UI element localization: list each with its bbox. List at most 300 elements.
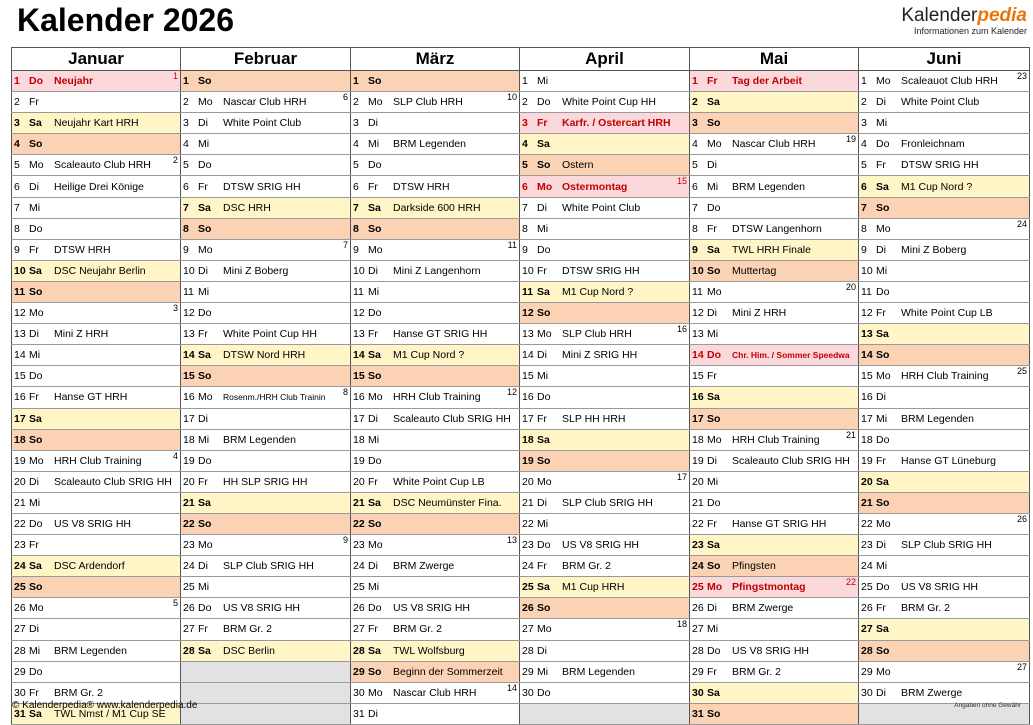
day-number: 3 <box>14 117 20 130</box>
day-number: 20 <box>353 475 365 488</box>
day-cell[interactable] <box>859 92 1030 113</box>
day-cell[interactable] <box>351 218 520 239</box>
day-cell[interactable] <box>181 366 351 387</box>
day-cell[interactable] <box>690 450 859 471</box>
day-cell[interactable] <box>859 366 1030 387</box>
day-cell[interactable] <box>181 345 351 366</box>
day-cell[interactable] <box>520 429 690 450</box>
day-cell[interactable] <box>181 155 351 176</box>
day-cell[interactable] <box>690 113 859 134</box>
day-cell[interactable] <box>690 197 859 218</box>
day-cell[interactable] <box>859 71 1030 92</box>
day-number: 27 <box>522 623 534 636</box>
day-cell[interactable] <box>351 535 520 556</box>
day-cell[interactable] <box>859 197 1030 218</box>
day-cell[interactable] <box>690 92 859 113</box>
day-cell[interactable] <box>351 260 520 281</box>
day-cell-content <box>861 493 1029 513</box>
day-cell-content <box>692 219 858 239</box>
weekday-abbr: So <box>707 264 721 277</box>
day-cell[interactable] <box>690 661 859 682</box>
day-cell[interactable] <box>12 513 181 534</box>
day-cell[interactable] <box>520 197 690 218</box>
day-cell-content <box>14 493 180 513</box>
day-cell[interactable] <box>859 471 1030 492</box>
day-cell[interactable] <box>12 556 181 577</box>
day-cell[interactable] <box>690 408 859 429</box>
weekday-abbr: Do <box>707 349 721 362</box>
weekday-abbr: So <box>29 285 43 298</box>
weekday-abbr: So <box>876 201 890 214</box>
weekday-abbr: Di <box>707 307 717 320</box>
day-number: 19 <box>522 454 534 467</box>
day-cell[interactable] <box>690 556 859 577</box>
day-cell[interactable] <box>520 92 690 113</box>
day-cell[interactable] <box>351 366 520 387</box>
day-cell[interactable] <box>181 218 351 239</box>
day-cell[interactable] <box>690 218 859 239</box>
day-cell[interactable] <box>520 387 690 408</box>
day-event: White Point Cup HH <box>562 96 656 109</box>
day-cell-content <box>861 113 1029 133</box>
day-number: 16 <box>861 391 873 404</box>
day-cell[interactable] <box>690 345 859 366</box>
day-cell[interactable] <box>12 387 181 408</box>
day-cell[interactable] <box>859 155 1030 176</box>
weekday-abbr: Sa <box>537 285 550 298</box>
day-cell[interactable] <box>690 619 859 640</box>
day-cell-content <box>14 472 180 492</box>
day-cell[interactable] <box>859 113 1030 134</box>
day-cell[interactable] <box>181 450 351 471</box>
day-cell-content <box>692 366 858 386</box>
day-cell-content <box>522 430 689 450</box>
day-cell[interactable] <box>351 492 520 513</box>
day-cell[interactable] <box>351 682 520 703</box>
day-cell[interactable] <box>690 281 859 302</box>
day-cell[interactable] <box>12 366 181 387</box>
day-number: 4 <box>183 138 189 151</box>
day-cell-content <box>692 641 858 661</box>
day-cell[interactable] <box>181 176 351 197</box>
day-cell[interactable] <box>520 303 690 324</box>
day-cell[interactable] <box>351 619 520 640</box>
week-number: 3 <box>172 303 178 314</box>
day-cell[interactable] <box>520 513 690 534</box>
day-event: BRM Legenden <box>562 665 635 678</box>
weekday-abbr: Mo <box>368 243 383 256</box>
day-cell[interactable] <box>181 260 351 281</box>
day-cell[interactable] <box>181 303 351 324</box>
weekday-abbr: Sa <box>29 412 42 425</box>
day-cell[interactable] <box>520 682 690 703</box>
day-number: 2 <box>353 96 359 109</box>
day-cell[interactable] <box>690 535 859 556</box>
day-number: 12 <box>183 307 195 320</box>
day-event: Mini Z HRH <box>54 328 109 341</box>
day-cell[interactable] <box>690 303 859 324</box>
day-cell-content <box>14 303 180 323</box>
day-cell[interactable] <box>181 71 351 92</box>
day-cell[interactable] <box>351 556 520 577</box>
day-event: Beginn der Sommerzeit <box>393 665 503 678</box>
day-cell[interactable] <box>351 408 520 429</box>
day-cell[interactable] <box>520 366 690 387</box>
day-cell[interactable] <box>351 324 520 345</box>
day-cell[interactable] <box>690 682 859 703</box>
day-cell[interactable] <box>12 218 181 239</box>
day-cell-content <box>861 219 1029 239</box>
day-cell[interactable] <box>859 619 1030 640</box>
day-cell-content <box>183 514 350 534</box>
day-cell[interactable] <box>12 239 181 260</box>
day-cell[interactable] <box>12 176 181 197</box>
weekday-abbr: Mi <box>368 581 380 594</box>
day-cell-content <box>861 598 1029 618</box>
day-cell[interactable] <box>859 556 1030 577</box>
weekday-abbr: Di <box>368 117 378 130</box>
day-number: 28 <box>14 644 26 657</box>
day-cell[interactable] <box>351 197 520 218</box>
day-cell[interactable] <box>12 71 181 92</box>
day-cell[interactable] <box>520 471 690 492</box>
month-header: Januar <box>12 48 181 71</box>
day-event: Heilige Drei Könige <box>54 180 144 193</box>
day-number: 8 <box>692 222 698 235</box>
day-cell[interactable] <box>690 640 859 661</box>
day-cell[interactable] <box>520 239 690 260</box>
day-cell[interactable] <box>690 134 859 155</box>
day-cell[interactable] <box>859 239 1030 260</box>
day-cell-content <box>353 704 519 724</box>
day-cell[interactable] <box>12 324 181 345</box>
day-cell-content <box>861 71 1029 91</box>
day-cell[interactable] <box>351 92 520 113</box>
day-cell-content <box>522 198 689 218</box>
day-cell[interactable] <box>520 345 690 366</box>
day-cell[interactable] <box>181 281 351 302</box>
day-cell[interactable] <box>351 640 520 661</box>
weekday-abbr: Do <box>368 602 382 615</box>
day-cell-content <box>522 240 689 260</box>
day-cell[interactable] <box>520 619 690 640</box>
day-cell[interactable] <box>859 324 1030 345</box>
day-cell[interactable] <box>520 281 690 302</box>
day-cell[interactable] <box>351 513 520 534</box>
day-cell[interactable] <box>859 345 1030 366</box>
day-cell[interactable] <box>181 197 351 218</box>
week-number: 6 <box>342 92 348 103</box>
day-number: 4 <box>861 138 867 151</box>
day-number: 9 <box>353 243 359 256</box>
day-cell[interactable] <box>690 471 859 492</box>
week-number: 16 <box>676 324 687 335</box>
weekday-abbr: Do <box>29 75 43 88</box>
day-cell[interactable] <box>351 303 520 324</box>
day-cell[interactable] <box>690 155 859 176</box>
weekday-abbr: Fr <box>707 222 717 235</box>
weekday-abbr: Di <box>537 644 547 657</box>
day-number: 12 <box>692 307 704 320</box>
day-cell[interactable] <box>12 134 181 155</box>
day-cell-content <box>692 683 858 703</box>
day-cell[interactable] <box>520 640 690 661</box>
weekday-abbr: Mi <box>537 370 549 383</box>
day-cell[interactable] <box>520 134 690 155</box>
copyright-footer: © Kalenderpedia® www.kalenderpedia.de <box>12 700 198 711</box>
day-cell[interactable] <box>690 239 859 260</box>
day-cell[interactable] <box>520 408 690 429</box>
day-cell[interactable] <box>351 661 520 682</box>
day-cell[interactable] <box>859 450 1030 471</box>
day-cell[interactable] <box>351 155 520 176</box>
day-cell-content <box>183 92 350 112</box>
day-cell-content <box>14 261 180 281</box>
day-cell[interactable] <box>12 197 181 218</box>
day-cell[interactable] <box>690 429 859 450</box>
day-cell[interactable] <box>859 387 1030 408</box>
day-cell[interactable] <box>12 471 181 492</box>
weekday-abbr: Fr <box>198 475 208 488</box>
day-cell[interactable] <box>520 661 690 682</box>
day-number: 21 <box>692 496 704 509</box>
day-cell[interactable] <box>12 429 181 450</box>
weekday-abbr: Do <box>707 496 721 509</box>
day-cell[interactable] <box>690 513 859 534</box>
day-cell[interactable] <box>859 408 1030 429</box>
day-cell[interactable] <box>351 345 520 366</box>
day-number: 25 <box>522 581 534 594</box>
weekday-abbr: Di <box>198 412 208 425</box>
day-event: DTSW SRIG HH <box>223 180 301 193</box>
day-cell[interactable] <box>520 176 690 197</box>
day-number: 9 <box>522 243 528 256</box>
day-cell[interactable] <box>12 619 181 640</box>
day-cell[interactable] <box>690 71 859 92</box>
day-cell[interactable] <box>351 703 520 724</box>
day-cell[interactable] <box>690 176 859 197</box>
day-cell-content <box>183 261 350 281</box>
day-cell[interactable] <box>181 429 351 450</box>
day-cell[interactable] <box>12 492 181 513</box>
day-cell[interactable] <box>12 155 181 176</box>
day-cell[interactable] <box>859 134 1030 155</box>
day-cell[interactable] <box>859 303 1030 324</box>
day-number: 30 <box>14 686 26 699</box>
day-cell[interactable] <box>690 366 859 387</box>
day-cell[interactable] <box>12 345 181 366</box>
day-cell-content <box>183 134 350 154</box>
day-cell-content <box>522 113 689 133</box>
day-cell[interactable] <box>181 598 351 619</box>
day-number: 9 <box>183 243 189 256</box>
week-number: 21 <box>845 429 856 440</box>
day-cell[interactable] <box>351 239 520 260</box>
day-cell[interactable] <box>859 260 1030 281</box>
day-event: M1 Cup Nord ? <box>562 285 634 298</box>
day-cell[interactable] <box>181 619 351 640</box>
day-cell[interactable] <box>181 408 351 429</box>
day-cell[interactable] <box>181 577 351 598</box>
day-cell[interactable] <box>181 471 351 492</box>
weekday-abbr: Mi <box>368 285 380 298</box>
weekday-abbr: Mo <box>198 96 213 109</box>
weekday-abbr: Di <box>368 412 378 425</box>
day-cell[interactable] <box>181 134 351 155</box>
day-cell[interactable] <box>12 661 181 682</box>
day-cell[interactable] <box>351 429 520 450</box>
day-number: 19 <box>861 454 873 467</box>
weekday-abbr: Mi <box>198 433 210 446</box>
day-cell[interactable] <box>12 408 181 429</box>
day-event: Mini Z SRIG HH <box>562 349 638 362</box>
day-cell-content <box>861 451 1029 471</box>
day-cell[interactable] <box>859 640 1030 661</box>
day-cell[interactable] <box>181 535 351 556</box>
day-row <box>12 324 1030 345</box>
week-number: 15 <box>676 176 687 187</box>
day-cell[interactable] <box>351 134 520 155</box>
day-cell[interactable] <box>351 450 520 471</box>
day-row <box>12 640 1030 661</box>
day-cell-content <box>14 387 180 407</box>
weekday-abbr: Sa <box>876 623 889 636</box>
day-event: BRM Legenden <box>901 412 974 425</box>
day-number: 22 <box>14 518 26 531</box>
calendar-body <box>12 71 1030 725</box>
week-number: 8 <box>342 387 348 398</box>
day-cell[interactable] <box>520 155 690 176</box>
day-number: 21 <box>522 496 534 509</box>
day-number: 10 <box>861 264 873 277</box>
day-event: Mini Z Boberg <box>901 243 967 256</box>
day-number: 4 <box>522 138 528 151</box>
weekday-abbr: Do <box>537 391 551 404</box>
brand-logo[interactable] <box>901 6 1027 36</box>
day-cell[interactable] <box>351 387 520 408</box>
day-cell[interactable] <box>351 471 520 492</box>
day-cell[interactable] <box>181 387 351 408</box>
day-cell[interactable] <box>859 176 1030 197</box>
day-cell[interactable] <box>690 598 859 619</box>
day-number: 2 <box>183 96 189 109</box>
day-cell[interactable] <box>690 703 859 724</box>
day-cell[interactable] <box>859 682 1030 703</box>
day-cell[interactable] <box>12 577 181 598</box>
day-cell[interactable] <box>520 598 690 619</box>
day-cell-content <box>522 92 689 112</box>
day-cell[interactable] <box>351 577 520 598</box>
day-number: 31 <box>14 707 26 720</box>
day-cell[interactable] <box>351 281 520 302</box>
day-cell[interactable] <box>181 113 351 134</box>
day-cell[interactable] <box>859 661 1030 682</box>
day-cell[interactable] <box>181 324 351 345</box>
day-cell[interactable] <box>181 492 351 513</box>
day-cell[interactable] <box>520 113 690 134</box>
day-cell-content <box>14 282 180 302</box>
day-cell-content <box>522 641 689 661</box>
weekday-abbr: Sa <box>537 138 550 151</box>
day-cell[interactable] <box>181 92 351 113</box>
day-cell[interactable] <box>690 577 859 598</box>
weekday-abbr: Di <box>537 349 547 362</box>
day-cell[interactable] <box>12 640 181 661</box>
day-cell[interactable] <box>12 450 181 471</box>
day-cell[interactable] <box>351 176 520 197</box>
day-cell[interactable] <box>12 92 181 113</box>
day-number: 26 <box>353 602 365 615</box>
day-event: Darkside 600 HRH <box>393 201 481 214</box>
day-number: 6 <box>861 180 867 193</box>
day-cell[interactable] <box>351 113 520 134</box>
day-cell[interactable] <box>520 324 690 345</box>
day-cell[interactable] <box>12 535 181 556</box>
day-cell[interactable] <box>12 113 181 134</box>
day-cell[interactable] <box>859 281 1030 302</box>
day-cell[interactable] <box>181 556 351 577</box>
day-number: 11 <box>522 285 534 298</box>
day-cell[interactable] <box>859 577 1030 598</box>
day-cell[interactable] <box>520 218 690 239</box>
day-cell[interactable] <box>520 260 690 281</box>
day-cell[interactable] <box>520 450 690 471</box>
day-cell[interactable] <box>859 492 1030 513</box>
day-cell-content <box>183 493 350 513</box>
day-cell[interactable] <box>181 513 351 534</box>
weekday-abbr: Do <box>198 602 212 615</box>
day-cell[interactable] <box>12 281 181 302</box>
day-number: 8 <box>183 222 189 235</box>
day-cell[interactable] <box>181 640 351 661</box>
day-number: 13 <box>692 328 704 341</box>
day-event: BRM Gr. 2 <box>54 686 104 699</box>
day-cell[interactable] <box>351 71 520 92</box>
month-header: Mai <box>690 48 859 71</box>
day-cell[interactable] <box>351 598 520 619</box>
day-cell[interactable] <box>859 535 1030 556</box>
day-cell[interactable] <box>520 556 690 577</box>
day-cell[interactable] <box>859 429 1030 450</box>
weekday-abbr: Do <box>876 285 890 298</box>
day-number: 9 <box>14 243 20 256</box>
day-cell[interactable] <box>690 260 859 281</box>
day-number: 29 <box>692 665 704 678</box>
day-cell[interactable] <box>12 303 181 324</box>
day-cell[interactable] <box>859 218 1030 239</box>
day-cell[interactable] <box>12 598 181 619</box>
day-cell-content <box>861 556 1029 576</box>
day-cell[interactable] <box>520 492 690 513</box>
day-cell-content <box>522 662 689 682</box>
day-cell[interactable] <box>690 324 859 345</box>
day-cell[interactable] <box>859 598 1030 619</box>
day-cell[interactable] <box>12 260 181 281</box>
day-cell[interactable] <box>859 513 1030 534</box>
day-number: 14 <box>14 349 26 362</box>
day-row <box>12 408 1030 429</box>
brand-logo-accent: pedia <box>977 5 1027 26</box>
weekday-abbr: Sa <box>368 496 381 509</box>
day-cell[interactable] <box>520 535 690 556</box>
weekday-abbr: Fr <box>537 412 547 425</box>
day-cell[interactable] <box>690 387 859 408</box>
day-cell[interactable] <box>520 71 690 92</box>
day-cell[interactable] <box>181 239 351 260</box>
day-cell[interactable] <box>690 492 859 513</box>
weekday-abbr: Mi <box>876 117 888 130</box>
day-cell[interactable] <box>520 577 690 598</box>
